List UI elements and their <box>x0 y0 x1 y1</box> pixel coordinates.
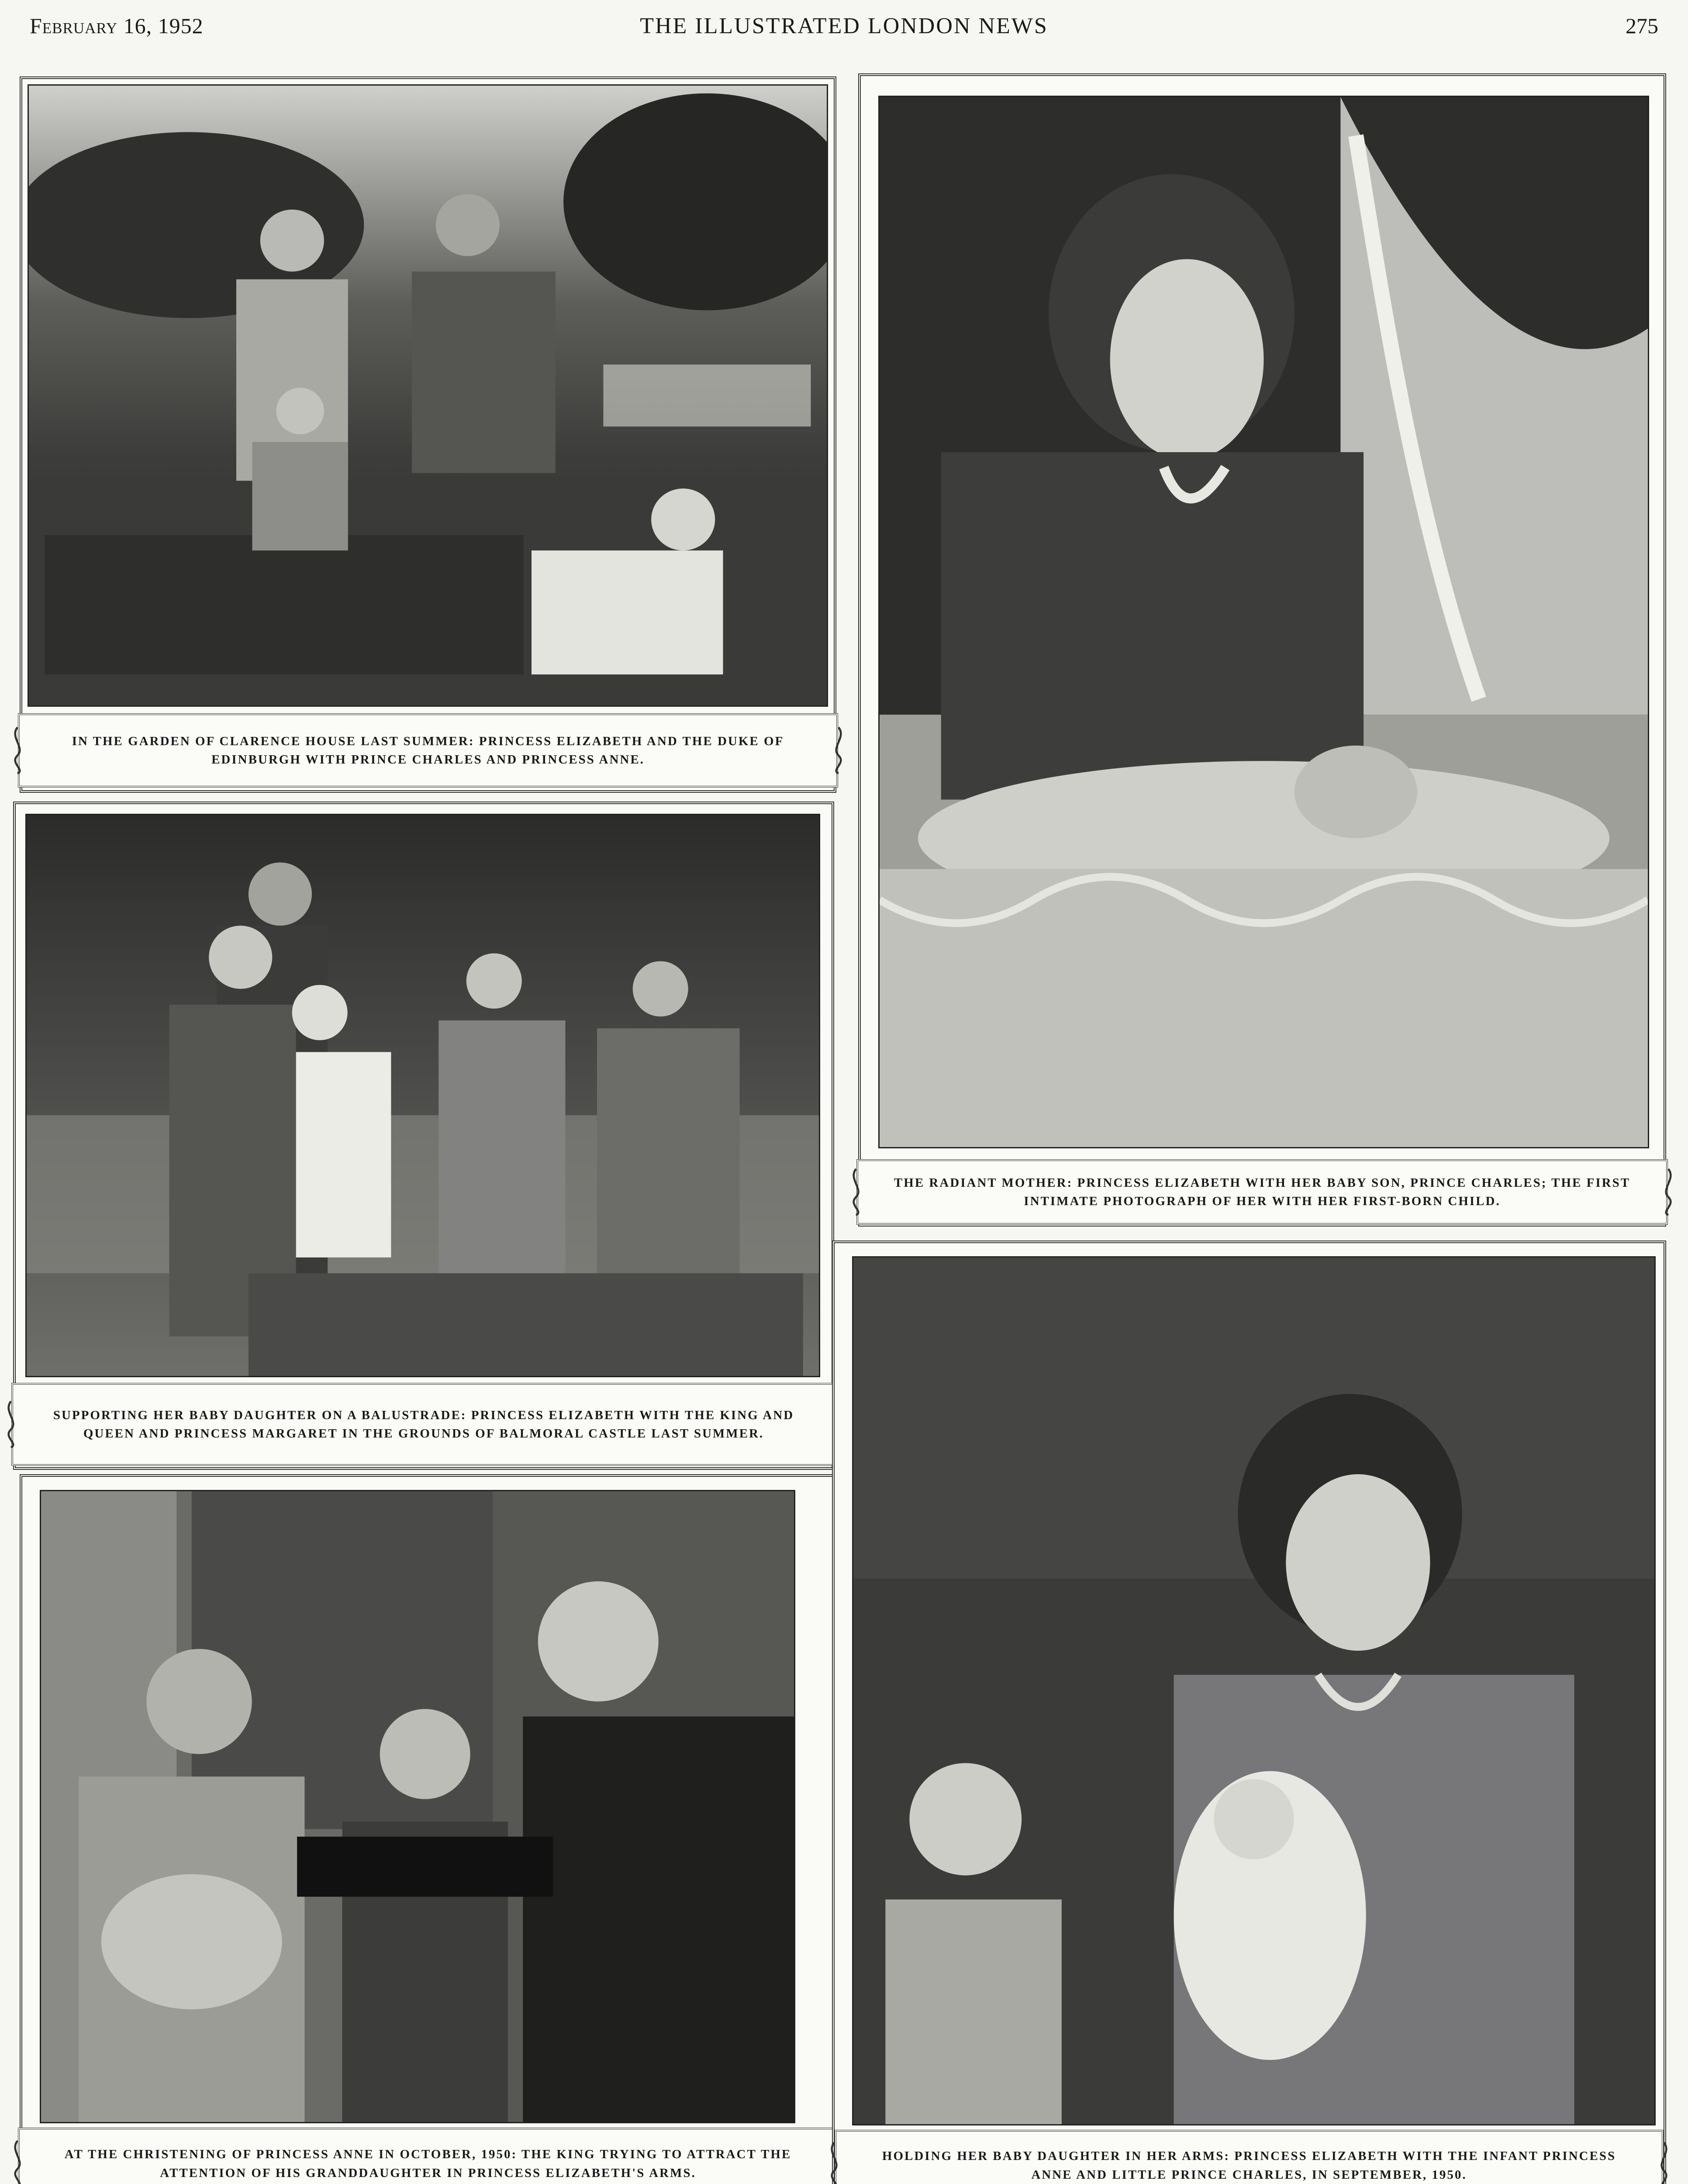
balustrade-caption <box>11 1383 836 1466</box>
balustrade-caption-text: SUPPORTING HER BABY DAUGHTER ON A BALUSTRADE: PRINCESS ELIZABETH WITH THE KING AND QUEEN AND PRINCESS MARGARET IN THE GROUNDS OF BALMORAL CASTLE LAST SUMMER. <box>53 1408 794 1441</box>
holding-photo <box>852 1256 1656 2125</box>
radiant-photo <box>878 96 1649 1148</box>
masthead <box>30 13 1658 48</box>
balustrade-photo-frame <box>13 802 834 1470</box>
radiant-caption <box>856 1159 1668 1225</box>
holding-caption-text: HOLDING HER BABY DAUGHTER IN HER ARMS: PRINCESS ELIZABETH WITH THE INFANT PRINCESS ANNE AND LITTLE PRINCE CHARLES, IN SEPTEMBER, 1950. <box>882 2149 1616 2182</box>
publication-title: THE ILLUSTRATED LONDON NEWS <box>640 14 1048 38</box>
garden-caption-text: IN THE GARDEN OF CLARENCE HOUSE LAST SUMMER: PRINCESS ELIZABETH AND THE DUKE OF EDINBURGH WITH PRINCE CHARLES AND PRINCESS ANNE. <box>72 734 784 767</box>
balustrade-photo <box>25 814 820 1377</box>
holding-caption <box>835 2130 1664 2184</box>
christening-caption-text: AT THE CHRISTENING OF PRINCESS ANNE IN OCTOBER, 1950: THE KING TRYING TO ATTRACT THE ATTENTION OF HIS GRANDDAUGHTER IN PRINCESS ELIZABETH'S ARMS. <box>64 2147 792 2180</box>
garden-photo-frame <box>20 76 836 793</box>
page-number: 275 <box>1626 14 1658 38</box>
radiant-photo-frame <box>858 73 1666 1227</box>
christening-photo <box>40 1490 795 2123</box>
garden-photo <box>28 84 828 707</box>
issue-date: February 16, 1952 <box>30 14 204 38</box>
holding-photo-frame <box>832 1241 1666 2184</box>
christening-caption <box>18 2128 838 2184</box>
radiant-caption-text: THE RADIANT MOTHER: PRINCESS ELIZABETH WITH HER BABY SON, PRINCE CHARLES; THE FIRST INTIMATE PHOTOGRAPH OF HER WITH HER FIRST-BORN CHILD. <box>894 1175 1631 1208</box>
christening-photo-frame <box>20 1474 836 2184</box>
garden-caption <box>18 713 838 788</box>
